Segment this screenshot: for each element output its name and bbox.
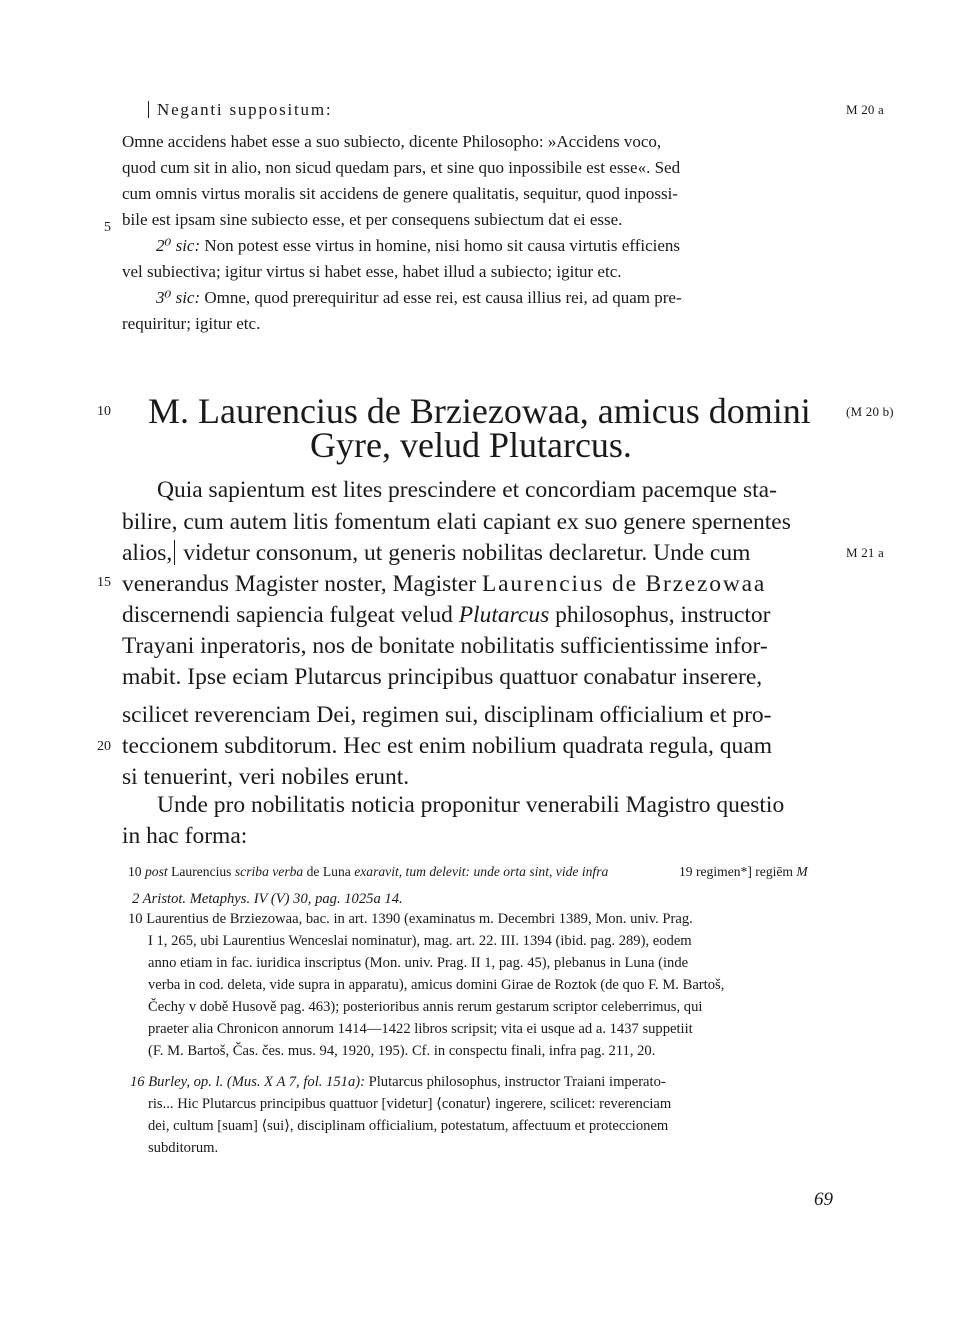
text-line: Unde pro nobilitatis noticia proponitur venerabili Magistro questio: [157, 792, 785, 818]
text-line: requiritur; igitur etc.: [122, 314, 261, 333]
line-number-10: 10: [97, 404, 111, 419]
section-title-line2: Gyre, velud Plutarcus.: [310, 425, 632, 465]
text-line: bilire, cum autem litis fomentum elati capiant ex suo genere spernentes: [122, 509, 791, 535]
note-line: ris... Hic Plutarcus principibus quattuor [videtur] ⟨conatur⟩ ingerere, scilicet: reverenciam: [148, 1096, 672, 1112]
note-line: praeter alia Chronicon annorum 1414—1422 libros scripsit; vita ei usque ad a. 1437 suppetiit: [148, 1021, 693, 1037]
page-number: 69: [814, 1189, 833, 1210]
note-line: anno etiam in fac. iuridica inscriptus (Mon. univ. Prag. II 1, pag. 45), plebanus in Luna (inde: [148, 955, 689, 971]
note-line: 2 Aristot. Metaphys. IV (V) 30, pag. 1025a 14.: [132, 891, 403, 907]
margin-ref-m20b: (M 20 b): [846, 404, 894, 419]
text-line: bile est ipsam sine subiecto esse, et per consequens subiectum dat ei esse.: [122, 210, 623, 229]
note-line: dei, cultum [suam] ⟨sui⟩, disciplinam officialium, potestatum, affectuum et proteccionem: [148, 1118, 669, 1134]
note-line: subditorum.: [148, 1140, 219, 1156]
note-line: Čechy v době Husově pag. 463); posterioribus annis rerum gestarum scriptor celeberrimus, qui: [148, 999, 703, 1015]
text-line: quod cum sit in alio, non sicud quedam pars, et sine quo inpossibile est esse«. Sed: [122, 158, 681, 177]
note-line: verba in cod. deleta, vide supra in apparatu), amicus domini Girae de Roztok (de quo F. M. Bartoš,: [148, 977, 725, 993]
text-line: venerandus Magister noster, Magister Laurencius de Brzezowaa: [122, 571, 767, 597]
text-line: scilicet reverenciam Dei, regimen sui, disciplinam officialium et pro-: [122, 702, 772, 728]
note-line: 16 Burley, op. l. (Mus. X A 7, fol. 151a): Plutarcus philosophus, instructor Traiani imperato-: [130, 1074, 666, 1090]
apparatus-entry: 10 post Laurencius scriba verba de Luna exaravit, tum delevit: unde orta sint, vide infra: [128, 864, 609, 879]
line-number-15: 15: [97, 575, 111, 590]
apparatus-entry: 19 regimen*] regiēm M: [679, 864, 808, 879]
text-line: cum omnis virtus moralis sit accidens de genere qualitatis, sequitur, quod inpossi-: [122, 184, 678, 203]
margin-ref-m21a: M 21 a: [846, 545, 885, 560]
text-line: Omne accidens habet esse a suo subiecto, dicente Philosopho: »Accidens voco,: [122, 132, 662, 151]
note-line: (F. M. Bartoš, Čas. čes. mus. 94, 1920, 195). Cf. in conspectu finali, infra pag. 211, 20.: [148, 1043, 656, 1059]
text-line: alios, videtur consonum, ut generis nobilitas declaretur. Unde cum: [122, 540, 751, 566]
page-break-marker: [148, 101, 149, 119]
line-number-20: 20: [97, 739, 111, 754]
neganti-heading: Neganti suppositum:: [146, 97, 332, 123]
text-line: discernendi sapiencia fulgeat velud Plutarcus philosophus, instructor: [122, 602, 771, 628]
text-line: vel subiectiva; igitur virtus si habet esse, habet illud a subiecto; igitur etc.: [122, 262, 622, 281]
text-line: Trayani inperatoris, nos de bonitate nobilitatis sufficientissime infor-: [122, 633, 768, 659]
page-break-marker: [174, 540, 175, 565]
text-line: 2⁰ sic: Non potest esse virtus in homine, nisi homo sit causa virtutis efficiens: [156, 236, 681, 255]
text-line: 3⁰ sic: Omne, quod prerequiritur ad esse rei, est causa illius rei, ad quam pre-: [156, 288, 682, 307]
text-line: mabit. Ipse eciam Plutarcus principibus quattuor conabatur inserere,: [122, 664, 763, 690]
note-line: I 1, 265, ubi Laurentius Wenceslai nominatur), mag. art. 22. III. 1394 (ibid. pag. 289), eodem: [148, 933, 692, 949]
text-line: si tenuerint, veri nobiles erunt.: [122, 764, 410, 790]
text-line: in hac forma:: [122, 823, 248, 849]
text-line: Quia sapientum est lites prescindere et concordiam pacemque sta-: [157, 477, 777, 503]
line-number-5: 5: [104, 220, 111, 235]
text-line: teccionem subditorum. Hec est enim nobilium quadrata regula, quam: [122, 733, 772, 759]
note-line: 10 Laurentius de Brziezowaa, bac. in art. 1390 (examinatus m. Decembri 1389, Mon. univ. Prag.: [128, 911, 693, 927]
margin-ref-m20a: M 20 a: [846, 102, 885, 117]
section-title-line1: M. Laurencius de Brziezowaa, amicus domini: [148, 391, 811, 431]
